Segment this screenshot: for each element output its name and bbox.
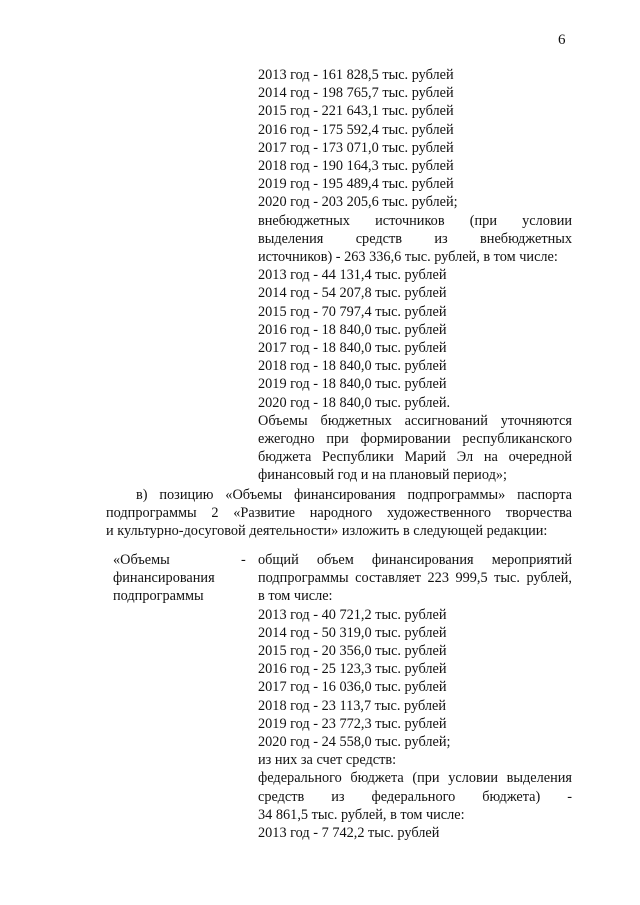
- total-funding-intro: [258, 551, 572, 606]
- year-line: 2013 год - 7 742,2 тыс. рублей: [258, 825, 440, 842]
- year-line: 2020 год - 24 558,0 тыс. рублей;: [258, 734, 451, 751]
- text-line: подпрограммы 2 «Развитие народного художественного творчества: [106, 505, 572, 522]
- text-line: и культурно-досуговой деятельности» изложить в следующей редакции:: [106, 523, 548, 540]
- year-line: 2016 год - 25 123,3 тыс. рублей: [258, 661, 447, 678]
- year-line: 2017 год - 18 840,0 тыс. рублей: [258, 340, 447, 357]
- year-line: 2018 год - 23 113,7 тыс. рублей: [258, 697, 446, 714]
- year-line: 2013 год - 40 721,2 тыс. рублей: [258, 606, 447, 623]
- allocation-note: [258, 412, 572, 485]
- subprogram-funding-block: [258, 551, 572, 842]
- year-line: 2017 год - 16 036,0 тыс. рублей: [258, 679, 447, 696]
- subprogram-years-list: [258, 606, 572, 752]
- label-dash: -: [241, 552, 246, 568]
- text-line: подпрограммы составляет 223 999,5 тыс. рублей,: [258, 570, 572, 587]
- year-line: 2015 год - 221 643,1 тыс. рублей: [258, 103, 454, 120]
- year-line: 2016 год - 18 840,0 тыс. рублей: [258, 321, 447, 338]
- text-line: бюджета Республики Марий Эл на очередной: [258, 449, 572, 466]
- text-line: ежегодно при формировании республиканского: [258, 431, 572, 448]
- text-line: федерального бюджета (при условии выделения: [258, 770, 572, 787]
- year-line: 2013 год - 161 828,5 тыс. рублей: [258, 67, 454, 83]
- extrabudgetary-years-list: [258, 266, 572, 412]
- year-line: 2019 год - 18 840,0 тыс. рублей: [258, 376, 447, 393]
- extrabudgetary-intro: [258, 212, 572, 267]
- year-line: 2014 год - 198 765,7 тыс. рублей: [258, 85, 454, 102]
- year-line: 2018 год - 190 164,3 тыс. рублей: [258, 158, 454, 175]
- text-line: в том числе:: [258, 588, 333, 605]
- year-line: 2016 год - 175 592,4 тыс. рублей: [258, 121, 454, 138]
- text-line: 34 861,5 тыс. рублей, в том числе:: [258, 806, 465, 823]
- year-line: 2019 год - 23 772,3 тыс. рублей: [258, 715, 447, 732]
- year-line: 2019 год - 195 489,4 тыс. рублей: [258, 176, 454, 193]
- budget-years-list: [258, 66, 572, 212]
- text-line: выделения средств из внебюджетных: [258, 230, 572, 247]
- year-line: 2013 год - 44 131,4 тыс. рублей: [258, 267, 447, 284]
- year-line: 2018 год - 18 840,0 тыс. рублей: [258, 358, 447, 375]
- year-line: 2020 год - 18 840,0 тыс. рублей.: [258, 394, 451, 411]
- text-line: источников) - 263 336,6 тыс. рублей, в том числе:: [258, 249, 558, 266]
- year-line: 2017 год - 173 071,0 тыс. рублей: [258, 139, 454, 156]
- page-number: 6: [558, 32, 566, 48]
- text-line: финансовый год и на плановый период»;: [258, 467, 507, 484]
- year-line: 2015 год - 70 797,4 тыс. рублей: [258, 303, 447, 320]
- year-line: 2015 год - 20 356,0 тыс. рублей: [258, 643, 447, 660]
- label-line: «Объемы: [113, 552, 170, 568]
- year-line: 2014 год - 50 319,0 тыс. рублей: [258, 624, 447, 641]
- text-line: внебюджетных источников (при условии: [258, 212, 572, 229]
- text-line: в) позицию «Объемы финансирования подпрограммы» паспорта: [136, 487, 572, 503]
- text-line: Объемы бюджетных ассигнований уточняются: [258, 412, 572, 429]
- year-line: 2020 год - 203 205,6 тыс. рублей;: [258, 194, 458, 211]
- text-line: общий объем финансирования мероприятий: [258, 552, 572, 568]
- funding-sources: [258, 751, 572, 842]
- label-line: подпрограммы: [113, 588, 204, 605]
- text-line: средств из федерального бюджета) -: [258, 788, 572, 805]
- position-label: [113, 551, 243, 606]
- label-line: финансирования: [113, 570, 215, 587]
- text-line: из них за счет средств:: [258, 752, 397, 769]
- year-line: 2014 год - 54 207,8 тыс. рублей: [258, 285, 447, 302]
- funding-continuation-block: [258, 66, 572, 485]
- amendment-paragraph-v: [106, 486, 572, 541]
